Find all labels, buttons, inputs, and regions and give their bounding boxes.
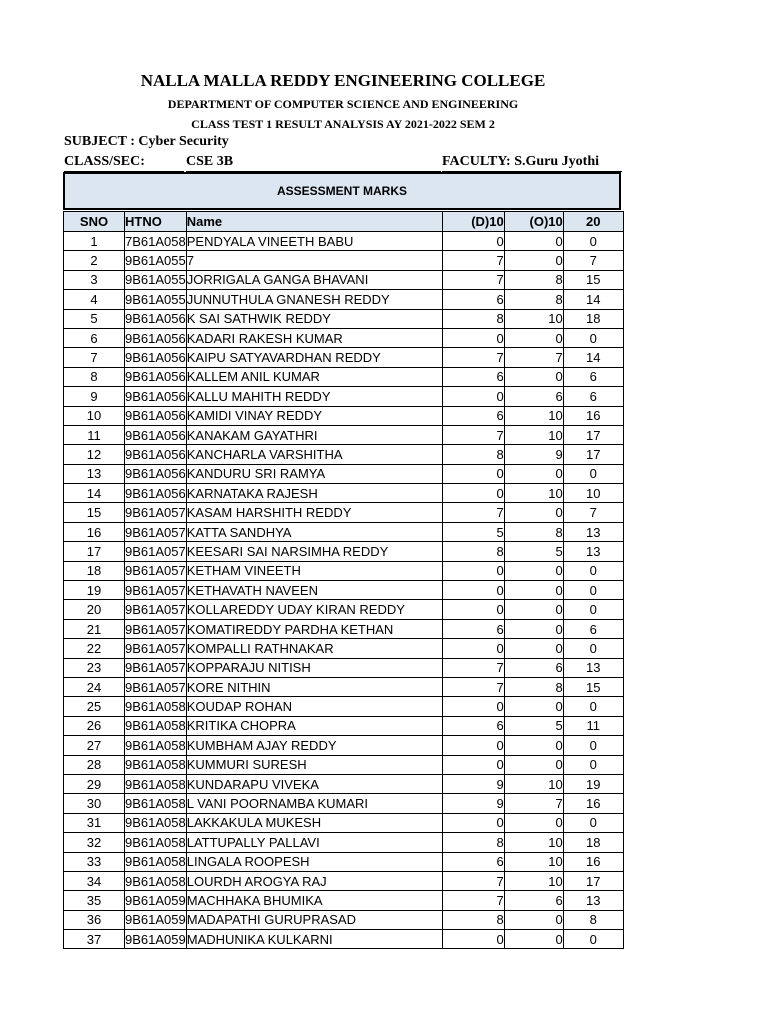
o-marks-cell: 0: [504, 619, 563, 638]
d-marks-cell: 6: [442, 852, 504, 871]
total-cell: 0: [563, 755, 623, 774]
o-marks-cell: 8: [504, 290, 563, 309]
class-label: CLASS/SEC:: [64, 154, 145, 169]
name-cell: 7: [186, 251, 442, 270]
htno-cell: 9B61A056: [125, 309, 187, 328]
sno-cell: 34: [64, 871, 125, 890]
marks-table: [63, 211, 624, 949]
d-marks-cell: 0: [442, 755, 504, 774]
htno-cell: 9B61A058: [125, 755, 187, 774]
d-marks-cell: 6: [442, 290, 504, 309]
o-marks-cell: 0: [504, 464, 563, 483]
sno-cell: 21: [64, 619, 125, 638]
sno-cell: 12: [64, 445, 125, 464]
name-cell: K SAI SATHWIK REDDY: [186, 309, 442, 328]
sno-cell: 16: [64, 522, 125, 541]
total-cell: 0: [563, 600, 623, 619]
total-cell: 0: [563, 813, 623, 832]
name-cell: KANCHARLA VARSHITHA: [186, 445, 442, 464]
table-row: [64, 755, 624, 774]
o-marks-cell: 0: [504, 561, 563, 580]
sno-cell: 35: [64, 891, 125, 910]
total-cell: 7: [563, 251, 623, 270]
d-marks-cell: 8: [442, 445, 504, 464]
table-row: [64, 232, 624, 251]
sno-header: SNO: [64, 212, 125, 232]
d-marks-cell: 0: [442, 464, 504, 483]
total-cell: 10: [563, 484, 623, 503]
total-cell: 16: [563, 406, 623, 425]
htno-cell: 9B61A059: [125, 891, 187, 910]
sno-cell: 36: [64, 910, 125, 929]
sno-cell: 17: [64, 542, 125, 561]
total-cell: 15: [563, 270, 623, 289]
o-marks-cell: 0: [504, 600, 563, 619]
sno-cell: 20: [64, 600, 125, 619]
d-marks-cell: 0: [442, 639, 504, 658]
d-marks-cell: 0: [442, 600, 504, 619]
d-marks-cell: 5: [442, 522, 504, 541]
college-title: NALLA MALLA REDDY ENGINEERING COLLEGE: [140, 71, 546, 90]
total-cell: 0: [563, 561, 623, 580]
htno-cell: 9B61A059: [125, 910, 187, 929]
table-row: [64, 813, 624, 832]
htno-cell: 9B61A056: [125, 425, 187, 444]
d-marks-cell: 0: [442, 232, 504, 251]
d-marks-cell: 0: [442, 484, 504, 503]
o-marks-header: (O)10: [504, 212, 563, 232]
total-cell: 0: [563, 639, 623, 658]
sno-cell: 1: [64, 232, 125, 251]
total-cell: 8: [563, 910, 623, 929]
d-marks-cell: 7: [442, 270, 504, 289]
d-marks-cell: 0: [442, 813, 504, 832]
table-row: [64, 503, 624, 522]
table-row: [64, 774, 624, 793]
d-marks-cell: 7: [442, 871, 504, 890]
htno-cell: 9B61A057: [125, 581, 187, 600]
name-header: Name: [186, 212, 442, 232]
table-row: [64, 425, 624, 444]
o-marks-cell: 0: [504, 503, 563, 522]
table-row: [64, 619, 624, 638]
table-row: [64, 522, 624, 541]
d-marks-cell: 7: [442, 251, 504, 270]
sno-cell: 31: [64, 813, 125, 832]
name-cell: KRITIKA CHOPRA: [186, 716, 442, 735]
o-marks-cell: 8: [504, 270, 563, 289]
o-marks-cell: 10: [504, 309, 563, 328]
table-row: [64, 910, 624, 929]
sno-cell: 8: [64, 367, 125, 386]
name-cell: LOURDH AROGYA RAJ: [186, 871, 442, 890]
d-marks-cell: 7: [442, 425, 504, 444]
htno-cell: 9B61A058: [125, 833, 187, 852]
sno-cell: 15: [64, 503, 125, 522]
name-cell: KORE NITHIN: [186, 677, 442, 696]
name-cell: KOPPARAJU NITISH: [186, 658, 442, 677]
name-cell: KOMATIREDDY PARDHA KETHAN: [186, 619, 442, 638]
total-cell: 13: [563, 542, 623, 561]
table-row: [64, 542, 624, 561]
table-row: [64, 367, 624, 386]
table-row: [64, 930, 624, 949]
total-cell: 0: [563, 328, 623, 347]
d-marks-cell: 0: [442, 697, 504, 716]
name-cell: KOUDAP ROHAN: [186, 697, 442, 716]
o-marks-cell: 0: [504, 328, 563, 347]
table-row: [64, 251, 624, 270]
sno-cell: 30: [64, 794, 125, 813]
name-cell: LINGALA ROOPESH: [186, 852, 442, 871]
name-cell: KUNDARAPU VIVEKA: [186, 774, 442, 793]
total-cell: 6: [563, 367, 623, 386]
total-header: 20: [563, 212, 623, 232]
o-marks-cell: 10: [504, 774, 563, 793]
d-marks-cell: 7: [442, 891, 504, 910]
name-cell: KUMMURI SURESH: [186, 755, 442, 774]
sno-cell: 25: [64, 697, 125, 716]
htno-cell: 9B61A057: [125, 542, 187, 561]
sno-cell: 37: [64, 930, 125, 949]
table-row: [64, 736, 624, 755]
name-cell: KALLU MAHITH REDDY: [186, 387, 442, 406]
htno-cell: 9B61A056: [125, 367, 187, 386]
name-cell: KARNATAKA RAJESH: [186, 484, 442, 503]
sno-cell: 5: [64, 309, 125, 328]
htno-cell: 9B61A055: [125, 251, 187, 270]
table-row: [64, 561, 624, 580]
sno-cell: 28: [64, 755, 125, 774]
d-marks-cell: 0: [442, 387, 504, 406]
table-row: [64, 658, 624, 677]
total-cell: 14: [563, 290, 623, 309]
total-cell: 0: [563, 736, 623, 755]
name-cell: JORRIGALA GANGA BHAVANI: [186, 270, 442, 289]
o-marks-cell: 0: [504, 736, 563, 755]
o-marks-cell: 5: [504, 542, 563, 561]
table-row: [64, 484, 624, 503]
name-cell: L VANI POORNAMBA KUMARI: [186, 794, 442, 813]
total-cell: 0: [563, 581, 623, 600]
o-marks-cell: 0: [504, 639, 563, 658]
table-row: [64, 697, 624, 716]
name-cell: KAIPU SATYAVARDHAN REDDY: [186, 348, 442, 367]
table-row: [64, 290, 624, 309]
test-title: CLASS TEST 1 RESULT ANALYSIS AY 2021-2022 SEM 2: [191, 117, 495, 131]
sno-cell: 14: [64, 484, 125, 503]
table-row: [64, 309, 624, 328]
table-row: [64, 639, 624, 658]
sno-cell: 4: [64, 290, 125, 309]
htno-cell: 9B61A055: [125, 270, 187, 289]
htno-header: HTNO: [125, 212, 187, 232]
d-marks-cell: 9: [442, 794, 504, 813]
name-cell: MACHHAKA BHUMIKA: [186, 891, 442, 910]
total-cell: 13: [563, 891, 623, 910]
o-marks-cell: 10: [504, 484, 563, 503]
o-marks-cell: 0: [504, 930, 563, 949]
name-cell: KETHAVATH NAVEEN: [186, 581, 442, 600]
htno-cell: 9B61A056: [125, 328, 187, 347]
d-marks-cell: 0: [442, 561, 504, 580]
name-cell: KAMIDI VINAY REDDY: [186, 406, 442, 425]
total-cell: 16: [563, 794, 623, 813]
o-marks-cell: 10: [504, 425, 563, 444]
subject-label: SUBJECT : Cyber Security: [64, 134, 229, 149]
table-row: [64, 445, 624, 464]
total-cell: 18: [563, 309, 623, 328]
table-row: [64, 387, 624, 406]
table-row: [64, 891, 624, 910]
table-row: [64, 464, 624, 483]
department-title: DEPARTMENT OF COMPUTER SCIENCE AND ENGINEERING: [167, 97, 519, 111]
o-marks-cell: 10: [504, 852, 563, 871]
htno-cell: 9B61A058: [125, 774, 187, 793]
name-cell: KANAKAM GAYATHRI: [186, 425, 442, 444]
o-marks-cell: 0: [504, 232, 563, 251]
table-row: [64, 348, 624, 367]
name-cell: MADHUNIKA KULKARNI: [186, 930, 442, 949]
htno-cell: 9B61A056: [125, 484, 187, 503]
htno-cell: 9B61A057: [125, 677, 187, 696]
htno-cell: 9B61A058: [125, 871, 187, 890]
o-marks-cell: 9: [504, 445, 563, 464]
table-row: [64, 852, 624, 871]
sno-cell: 13: [64, 464, 125, 483]
table-header-row: [64, 212, 624, 232]
name-cell: LAKKAKULA MUKESH: [186, 813, 442, 832]
total-cell: 18: [563, 833, 623, 852]
total-cell: 6: [563, 619, 623, 638]
sno-cell: 7: [64, 348, 125, 367]
name-cell: JUNNUTHULA GNANESH REDDY: [186, 290, 442, 309]
sno-cell: 26: [64, 716, 125, 735]
d-marks-cell: 8: [442, 910, 504, 929]
htno-cell: 9B61A056: [125, 387, 187, 406]
name-cell: KOLLAREDDY UDAY KIRAN REDDY: [186, 600, 442, 619]
d-marks-cell: 8: [442, 833, 504, 852]
name-cell: MADAPATHI GURUPRASAD: [186, 910, 442, 929]
sno-cell: 9: [64, 387, 125, 406]
sno-cell: 2: [64, 251, 125, 270]
table-row: [64, 270, 624, 289]
o-marks-cell: 0: [504, 367, 563, 386]
o-marks-cell: 0: [504, 813, 563, 832]
htno-cell: 9B61A059: [125, 930, 187, 949]
name-cell: KUMBHAM AJAY REDDY: [186, 736, 442, 755]
d-marks-cell: 6: [442, 406, 504, 425]
total-cell: 17: [563, 445, 623, 464]
htno-cell: 9B61A056: [125, 348, 187, 367]
total-cell: 11: [563, 716, 623, 735]
o-marks-cell: 7: [504, 794, 563, 813]
htno-cell: 9B61A056: [125, 464, 187, 483]
table-row: [64, 581, 624, 600]
o-marks-cell: 6: [504, 658, 563, 677]
total-cell: 15: [563, 677, 623, 696]
table-row: [64, 600, 624, 619]
o-marks-cell: 0: [504, 755, 563, 774]
o-marks-cell: 0: [504, 251, 563, 270]
sno-cell: 32: [64, 833, 125, 852]
o-marks-cell: 10: [504, 833, 563, 852]
htno-cell: 7B61A058: [125, 232, 187, 251]
d-marks-header: (D)10: [442, 212, 504, 232]
total-cell: 0: [563, 697, 623, 716]
total-cell: 7: [563, 503, 623, 522]
d-marks-cell: 0: [442, 581, 504, 600]
sno-cell: 18: [64, 561, 125, 580]
class-value: CSE 3B: [186, 154, 234, 169]
sno-cell: 29: [64, 774, 125, 793]
sno-cell: 24: [64, 677, 125, 696]
o-marks-cell: 0: [504, 910, 563, 929]
htno-cell: 9B61A057: [125, 619, 187, 638]
htno-cell: 9B61A055: [125, 290, 187, 309]
o-marks-cell: 7: [504, 348, 563, 367]
assessment-marks-banner: ASSESSMENT MARKS: [63, 172, 621, 210]
total-cell: 16: [563, 852, 623, 871]
total-cell: 0: [563, 464, 623, 483]
d-marks-cell: 7: [442, 348, 504, 367]
total-cell: 14: [563, 348, 623, 367]
table-row: [64, 328, 624, 347]
d-marks-cell: 6: [442, 619, 504, 638]
d-marks-cell: 6: [442, 367, 504, 386]
htno-cell: 9B61A057: [125, 561, 187, 580]
o-marks-cell: 10: [504, 406, 563, 425]
sno-cell: 11: [64, 425, 125, 444]
table-row: [64, 677, 624, 696]
htno-cell: 9B61A058: [125, 697, 187, 716]
htno-cell: 9B61A058: [125, 794, 187, 813]
o-marks-cell: 5: [504, 716, 563, 735]
table-row: [64, 716, 624, 735]
d-marks-cell: 7: [442, 658, 504, 677]
o-marks-cell: 6: [504, 387, 563, 406]
total-cell: 13: [563, 658, 623, 677]
name-cell: KADARI RAKESH KUMAR: [186, 328, 442, 347]
faculty-label: FACULTY: S.Guru Jyothi: [442, 154, 600, 169]
total-cell: 17: [563, 871, 623, 890]
sno-cell: 23: [64, 658, 125, 677]
name-cell: KASAM HARSHITH REDDY: [186, 503, 442, 522]
name-cell: KANDURU SRI RAMYA: [186, 464, 442, 483]
htno-cell: 9B61A057: [125, 503, 187, 522]
table-row: [64, 833, 624, 852]
name-cell: KALLEM ANIL KUMAR: [186, 367, 442, 386]
total-cell: 17: [563, 425, 623, 444]
sno-cell: 19: [64, 581, 125, 600]
htno-cell: 9B61A057: [125, 658, 187, 677]
name-cell: KETHAM VINEETH: [186, 561, 442, 580]
d-marks-cell: 6: [442, 716, 504, 735]
htno-cell: 9B61A058: [125, 716, 187, 735]
d-marks-cell: 0: [442, 736, 504, 755]
table-row: [64, 794, 624, 813]
sno-cell: 27: [64, 736, 125, 755]
htno-cell: 9B61A057: [125, 600, 187, 619]
total-cell: 0: [563, 232, 623, 251]
htno-cell: 9B61A056: [125, 406, 187, 425]
htno-cell: 9B61A058: [125, 852, 187, 871]
name-cell: KOMPALLI RATHNAKAR: [186, 639, 442, 658]
o-marks-cell: 0: [504, 697, 563, 716]
o-marks-cell: 8: [504, 522, 563, 541]
htno-cell: 9B61A058: [125, 736, 187, 755]
d-marks-cell: 9: [442, 774, 504, 793]
sno-cell: 33: [64, 852, 125, 871]
table-row: [64, 871, 624, 890]
d-marks-cell: 8: [442, 309, 504, 328]
sno-cell: 22: [64, 639, 125, 658]
d-marks-cell: 8: [442, 542, 504, 561]
htno-cell: 9B61A058: [125, 813, 187, 832]
sno-cell: 10: [64, 406, 125, 425]
total-cell: 6: [563, 387, 623, 406]
htno-cell: 9B61A057: [125, 639, 187, 658]
o-marks-cell: 8: [504, 677, 563, 696]
htno-cell: 9B61A056: [125, 445, 187, 464]
d-marks-cell: 7: [442, 677, 504, 696]
total-cell: 0: [563, 930, 623, 949]
sno-cell: 6: [64, 328, 125, 347]
name-cell: KATTA SANDHYA: [186, 522, 442, 541]
sno-cell: 3: [64, 270, 125, 289]
name-cell: LATTUPALLY PALLAVI: [186, 833, 442, 852]
name-cell: KEESARI SAI NARSIMHA REDDY: [186, 542, 442, 561]
o-marks-cell: 0: [504, 581, 563, 600]
htno-cell: 9B61A057: [125, 522, 187, 541]
total-cell: 13: [563, 522, 623, 541]
o-marks-cell: 10: [504, 871, 563, 890]
o-marks-cell: 6: [504, 891, 563, 910]
d-marks-cell: 7: [442, 503, 504, 522]
name-cell: PENDYALA VINEETH BABU: [186, 232, 442, 251]
total-cell: 19: [563, 774, 623, 793]
table-row: [64, 406, 624, 425]
d-marks-cell: 0: [442, 930, 504, 949]
d-marks-cell: 0: [442, 328, 504, 347]
